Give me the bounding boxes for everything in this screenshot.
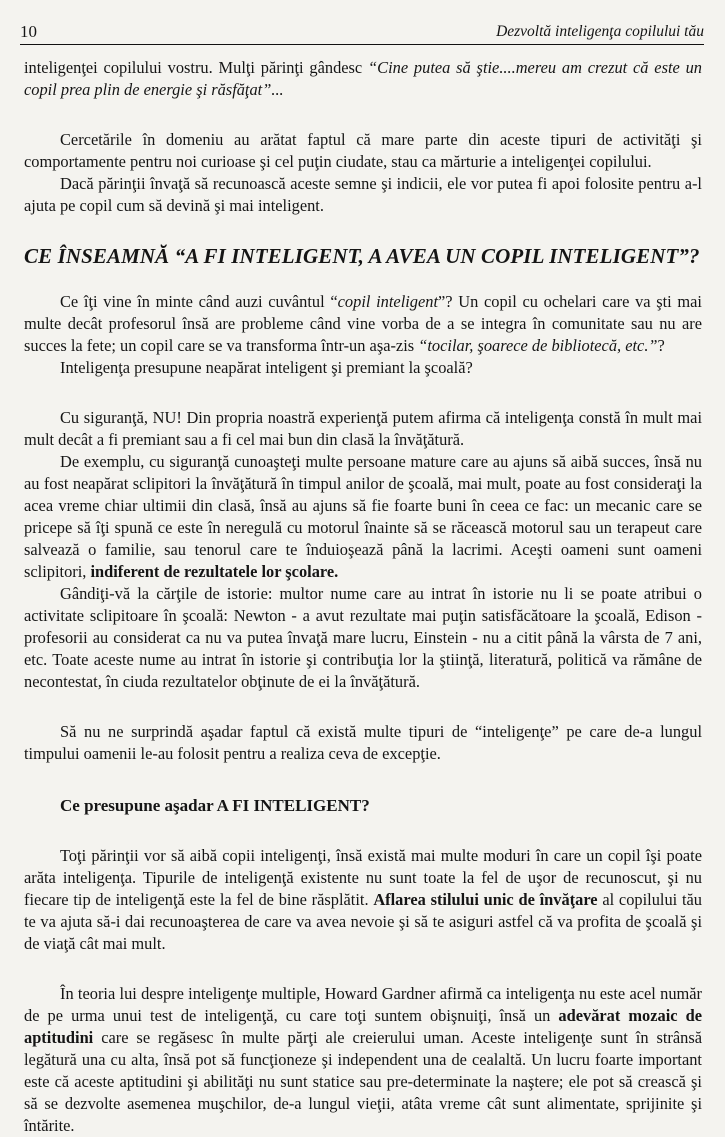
paragraph-11-text-a: În teoria lui despre inteligenţe multiple, Howard Gardner afirmă ca inteligenţa nu este acel număr de pe urma unui test de inteligenţă, cu care toţi suntem obişnuiţi, însă un [24, 984, 702, 1025]
paragraph-7-bold: indiferent de rezultatele lor şcolare. [90, 562, 339, 581]
running-title: Dezvoltă inteligenţa copilului tău [496, 23, 704, 40]
paragraph-3: Dacă părinţii învaţă să recunoască aceste semne şi indicii, ele vor putea fi apoi folosite pentru a-l ajuta pe copil cum să devină şi mai inteligent. [24, 174, 702, 215]
paragraph-10 [24, 845, 702, 955]
paragraph-1-text: inteligenţei copilului vostru. Mulţi părinţi gândesc [24, 58, 369, 77]
paragraph-4-italic-d: “tocilar, şoarece de bibliotecă, etc.” [418, 336, 658, 355]
paragraph-4-italic-b: copil inteligent [337, 292, 439, 311]
page-body [24, 57, 702, 1137]
paragraph-4 [24, 291, 702, 357]
paragraph-1 [24, 57, 702, 101]
paragraph-4-text-a: Ce îţi vine în minte când auzi cuvântul “ [60, 292, 338, 311]
page-number: 10 [20, 22, 37, 41]
paragraph-10-text-a: Toţi părinţii vor să aibă copii inteligenţi, însă există mai multe moduri în care un copil îşi poate arăta inteligenţa. Tipurile de inteligenţă existente nu sunt toate la fel de uşor de recunoscut, şi nu fiecare tip de inteligenţă este la fel de bine răsplătit. [24, 846, 702, 909]
section-heading: CE ÎNSEAMNĂ “A FI INTELIGENT, A AVEA UN COPIL INTELIGENT”? [24, 244, 700, 268]
paragraph-7-text: De exemplu, cu siguranţă cunoaşteţi multe persoane mature care au ajuns să aibă succes, însă nu au fost neapărat sclipitori la învăţătură în timpul anilor de şcoală, mai mult, poate au fost consideraţi la acea vreme chiar ultimii din clasă, însă au ajuns să fie foarte buni în ceea ce fac: un mecanic care se pricepe să îţi spună ce este în neregulă cu motorul înainte să se răcească motorul sau un terapeut care salvează o familie, sau tenorul care te înduioşează până la lacrimi. Aceşti oameni sunt oameni sclipitori, [24, 452, 702, 581]
paragraph-4-text-c: ”? Un copil cu ochelari care va şti mai multe decât profesorul însă are probleme când vine vorba de a se integra în comunitate sau nu are succes la fete; un copil care se va transforma într-un aşa-zis [24, 292, 702, 355]
paragraph-10-bold: Aflarea stilului unic de învăţare [373, 890, 598, 909]
paragraph-7 [24, 451, 702, 583]
paragraph-1-quote: “Cine putea să ştie....mereu am crezut că este un copil prea plin de energie şi răsfăţat”... [24, 58, 703, 99]
paragraph-10-text-b: al copilului tău te va ajuta să-i dai recunoaşterea de care va avea nevoie şi să te asiguri astfel că va profita de şcoală şi de viaţă cât mai mult. [24, 890, 702, 953]
paragraph-6: Cu siguranţă, NU! Din propria noastră experienţă putem afirma că inteligenţa constă în mult mai mult decât a fi premiant sau a fi cel mai bun din clasă la învăţătură. [24, 408, 702, 449]
paragraph-11-bold: adevărat mozaic de aptitudini [24, 1006, 702, 1047]
paragraph-11-text-b: care se regăsesc în multe părţi ale creierului uman. Aceste inteligenţe sunt în strânsă legătură una cu alta, însă pot să funcţioneze şi independent una de cealaltă. Un lucru foarte important este că aceste aptitudini şi abilităţi nu sunt statice sau pre-determinate la naştere; ele pot să crească şi să se dezvolte asemenea muşchilor, de-a lungul vieţii, atâta vreme cât sunt alimentate, sprijinite şi întărite. [24, 1028, 702, 1135]
paragraph-4-text-e: ? [657, 336, 665, 355]
header-rule [20, 44, 704, 45]
paragraph-5: Inteligenţa presupune neapărat inteligent şi premiant la şcoală? [60, 358, 473, 377]
paragraph-9: Să nu ne surprindă aşadar faptul că există multe tipuri de “inteligenţe” pe care de-a lungul timpului oamenii le-au folosit pentru a realiza ceva de excepţie. [24, 722, 702, 763]
paragraph-11 [24, 983, 702, 1137]
paragraph-2: Cercetările în domeniu au arătat faptul că mare parte din aceste tipuri de activităţi şi comportamente pentru noi curioase şi cel puţin ciudate, stau ca mărturie a inteligenţei copilului. [24, 130, 702, 171]
paragraph-8: Gândiţi-vă la cărţile de istorie: multor nume care au intrat în istorie nu li se poate atribui o activitate sclipitoare în şcoală: Newton - a avut rezultate mai puţin satisfăcătoare la şcoală, Edison - profesorii au considerat ca nu va putea învaţă mare lucru, Einstein - nu a citit până la vârsta de 7 ani, etc. Toate aceste nume au intrat în istorie şi contribuţia lor la ştiinţă, literatură, politică va rămâne de necontestat, în ciuda rezultatelor obţinute de ei la învăţătură. [24, 584, 702, 691]
subheading: Ce presupune aşadar A FI INTELIGENT? [60, 796, 370, 815]
